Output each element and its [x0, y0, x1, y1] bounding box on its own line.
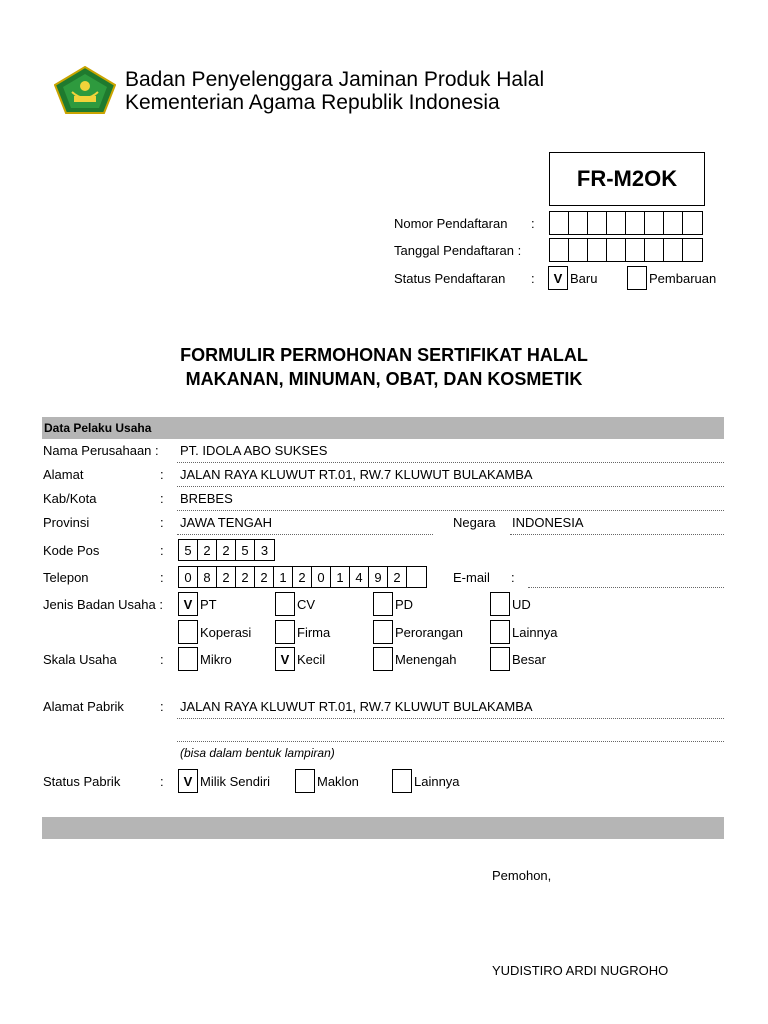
- telepon-digit: 2: [388, 567, 407, 587]
- alamat-pabrik-value[interactable]: JALAN RAYA KLUWUT RT.01, RW.7 KLUWUT BULAKAMBA: [180, 699, 533, 714]
- kodepos-label: Kode Pos: [43, 543, 100, 558]
- pabrik-maklon-checkbox[interactable]: [295, 769, 315, 793]
- provinsi-label: Provinsi: [43, 515, 90, 530]
- alamat-label: Alamat: [43, 467, 84, 482]
- jenis-pd-checkbox[interactable]: [373, 592, 393, 616]
- alamat-pabrik-underline-2: [177, 741, 724, 742]
- baru-label: Baru: [570, 271, 598, 286]
- kab-underline: [177, 510, 724, 511]
- section-footer-bar: [42, 817, 724, 839]
- jenis-lainnya-checkbox[interactable]: [490, 620, 510, 644]
- alamat-colon: :: [160, 467, 164, 482]
- telepon-digit: 2: [255, 567, 274, 587]
- jenis-koperasi-checkbox[interactable]: [178, 620, 198, 644]
- telepon-digit: 8: [198, 567, 217, 587]
- org-name-line1: Badan Penyelenggara Jaminan Produk Halal: [125, 68, 545, 91]
- jenis-lainnya-label: Lainnya: [512, 625, 558, 640]
- section-title: Data Pelaku Usaha: [44, 421, 152, 435]
- skala-besar-label: Besar: [512, 652, 546, 667]
- jenis-firma-checkbox[interactable]: [275, 620, 295, 644]
- telepon-digit: 1: [331, 567, 350, 587]
- jenis-koperasi-label: Koperasi: [200, 625, 252, 640]
- pabrik-maklon-label: Maklon: [317, 774, 359, 789]
- telepon-digit: 1: [274, 567, 293, 587]
- form-title-line1: FORMULIR PERMOHONAN SERTIFIKAT HALAL: [180, 345, 588, 365]
- kab-label: Kab/Kota: [43, 491, 97, 506]
- kodepos-digit: 5: [236, 540, 255, 560]
- alamat-underline: [177, 486, 724, 487]
- negara-label: Negara: [453, 515, 496, 530]
- jenis-pd-label: PD: [395, 597, 414, 612]
- kab-value[interactable]: BREBES: [180, 491, 233, 506]
- skala-mikro-checkbox[interactable]: [178, 647, 198, 671]
- kodepos-colon: :: [160, 543, 164, 558]
- pabrik-milik-checkbox[interactable]: V: [178, 769, 198, 793]
- skala-kecil-label: Kecil: [297, 652, 326, 667]
- telepon-digit: 2: [293, 567, 312, 587]
- jenis-ud-checkbox[interactable]: [490, 592, 510, 616]
- skala-menengah-label: Menengah: [395, 652, 457, 667]
- skala-menengah-checkbox[interactable]: [373, 647, 393, 671]
- email-input[interactable]: [528, 587, 724, 588]
- skala-besar-checkbox[interactable]: [490, 647, 510, 671]
- alamat-pabrik-colon: :: [160, 699, 164, 714]
- jenis-cv-checkbox[interactable]: [275, 592, 295, 616]
- pembaruan-label: Pembaruan: [649, 271, 717, 286]
- form-title-line2: MAKANAN, MINUMAN, OBAT, DAN KOSMETIK: [185, 369, 583, 389]
- telepon-digit: 0: [312, 567, 331, 587]
- alamat-value[interactable]: JALAN RAYA KLUWUT RT.01, RW.7 KLUWUT BULAKAMBA: [180, 467, 533, 482]
- jenis-perorangan-checkbox[interactable]: [373, 620, 393, 644]
- email-label: E-mail: [453, 570, 490, 585]
- signatory-name: YUDISTIRO ARDI NUGROHO: [492, 963, 669, 978]
- nomor-pendaftaran-input[interactable]: [549, 211, 703, 235]
- kodepos-digit: 3: [260, 542, 269, 558]
- telepon-digit: 2: [236, 567, 255, 587]
- telepon-colon: :: [160, 570, 164, 585]
- nama-perusahaan-value[interactable]: PT. IDOLA ABO SUKSES: [180, 443, 328, 458]
- telepon-digit: 0: [179, 567, 198, 587]
- kab-colon: :: [160, 491, 164, 506]
- jenis-firma-label: Firma: [297, 625, 331, 640]
- pabrik-lainnya-label: Lainnya: [414, 774, 460, 789]
- telepon-digit: 9: [369, 567, 388, 587]
- telepon-digit: 4: [350, 567, 369, 587]
- status-pabrik-label: Status Pabrik: [43, 774, 121, 789]
- section-header: [42, 417, 724, 439]
- kodepos-digit: 2: [198, 540, 217, 560]
- alamat-pabrik-underline: [177, 718, 724, 719]
- nama-perusahaan-label: Nama Perusahaan :: [43, 443, 159, 458]
- tanggal-pendaftaran-input[interactable]: [549, 238, 703, 262]
- pembaruan-checkbox[interactable]: [627, 266, 647, 290]
- skala-kecil-checkbox[interactable]: V: [275, 647, 295, 671]
- org-name-line2: Kementerian Agama Republik Indonesia: [125, 91, 500, 114]
- provinsi-colon: :: [160, 515, 164, 530]
- telepon-digit: [407, 567, 426, 587]
- pabrik-lainnya-checkbox[interactable]: [392, 769, 412, 793]
- provinsi-value[interactable]: JAWA TENGAH: [180, 515, 272, 530]
- negara-value[interactable]: INDONESIA: [512, 515, 584, 530]
- jenis-badan-usaha-label: Jenis Badan Usaha :: [43, 597, 163, 612]
- skala-colon: :: [160, 652, 164, 667]
- nomor-colon: :: [531, 216, 535, 231]
- alamat-pabrik-label: Alamat Pabrik: [43, 699, 124, 714]
- nomor-pendaftaran-label: Nomor Pendaftaran: [394, 216, 508, 231]
- nama-underline: [177, 462, 724, 463]
- ministry-logo: [54, 66, 116, 114]
- telepon-input[interactable]: [178, 566, 427, 588]
- email-colon: :: [511, 570, 515, 585]
- lampiran-note: (bisa dalam bentuk lampiran): [180, 746, 335, 760]
- jenis-pt-checkbox[interactable]: V: [178, 592, 198, 616]
- form-code: FR-M2OK: [549, 152, 705, 206]
- kodepos-input[interactable]: [178, 539, 275, 561]
- kodepos-digit: 5: [179, 540, 198, 560]
- baru-checkbox[interactable]: V: [548, 266, 568, 290]
- jenis-pt-label: PT: [200, 597, 217, 612]
- telepon-digit: 2: [217, 567, 236, 587]
- telepon-label: Telepon: [43, 570, 89, 585]
- kodepos-digit: 2: [217, 540, 236, 560]
- status-pendaftaran-label: Status Pendaftaran: [394, 271, 506, 286]
- pabrik-milik-label: Milik Sendiri: [200, 774, 271, 789]
- jenis-perorangan-label: Perorangan: [395, 625, 463, 640]
- provinsi-underline: [177, 534, 433, 535]
- negara-underline: [510, 534, 724, 535]
- skala-usaha-label: Skala Usaha: [43, 652, 117, 667]
- skala-mikro-label: Mikro: [200, 652, 232, 667]
- status-pabrik-colon: :: [160, 774, 164, 789]
- status-colon: :: [531, 271, 535, 286]
- pemohon-label: Pemohon,: [492, 868, 552, 883]
- tanggal-pendaftaran-label: Tanggal Pendaftaran :: [394, 243, 522, 258]
- jenis-cv-label: CV: [297, 597, 316, 612]
- jenis-ud-label: UD: [512, 597, 531, 612]
